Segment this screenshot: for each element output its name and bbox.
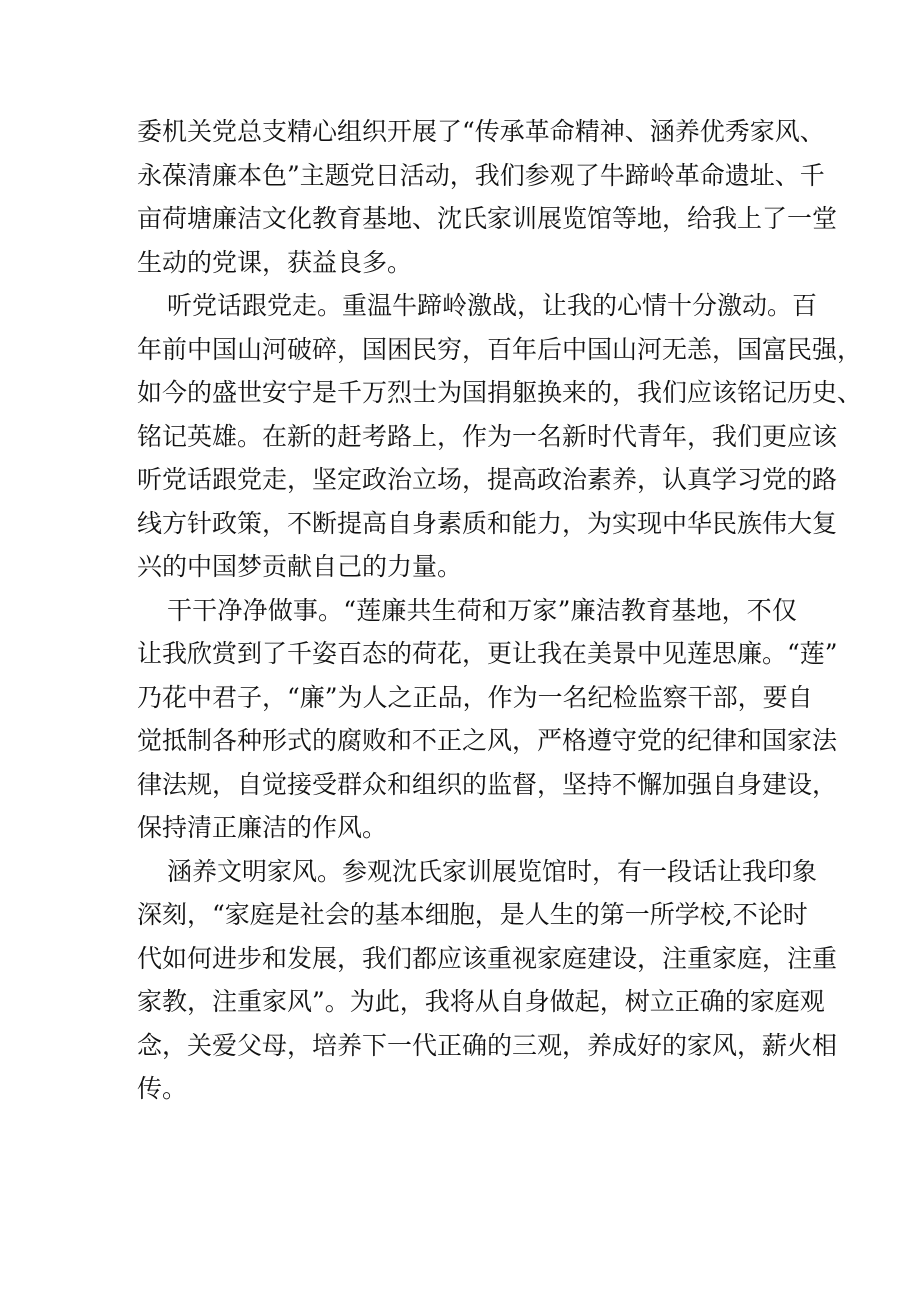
paragraph-2 (137, 284, 863, 589)
text-line: 家教，注重家风”。为此，我将从自身做起，树立正确的家庭观 (137, 987, 825, 1016)
paragraph-3 (137, 589, 838, 850)
text-line: 生动的党课，获益良多。 (137, 247, 413, 277)
text-line: 律法规，自觉接受群众和组织的监督，坚持不懈加强自身建设， (137, 769, 838, 799)
text-line: 传。 (137, 1074, 188, 1103)
text-line: 保持清正廉洁的作风。 (137, 813, 388, 842)
paragraph-1 (137, 110, 838, 284)
text-line: 听党话跟党走，坚定政治立场，提高政治素养，认真学习党的路 (137, 465, 838, 494)
document-body (137, 110, 863, 1111)
text-line: 念，关爱父母，培养下一代正确的三观，养成好的家风，薪火相 (137, 1030, 838, 1060)
text-line: 年前中国山河破碎，国困民穷，百年后中国山河无恙，国富民强， (137, 334, 863, 364)
text-line: 兴的中国梦贡献自己的力量。 (137, 552, 463, 581)
paragraph-4 (137, 850, 838, 1111)
text-line: 让我欣赏到了千姿百态的荷花，更让我在美景中见莲思廉。“莲” (137, 639, 838, 668)
text-line: 干干净净做事。“莲廉共生荷和万家”廉洁教育基地，不仅 (167, 595, 797, 625)
text-line: 委机关党总支精心组织开展了“传承革命精神、涵养优秀家风、 (137, 117, 825, 146)
text-line: 涵养文明家风。参观沈氏家训展览馆时，有一段话让我印象 (167, 856, 818, 886)
text-line: 线方针政策，不断提高自身素质和能力，为实现中华民族伟大复 (137, 508, 838, 538)
text-line: 深刻，“家庭是社会的基本细胞，是人生的第一所学校,不论时 (137, 900, 808, 929)
text-line: 觉抵制各种形式的腐败和不正之风，严格遵守党的纪律和国家法 (137, 726, 838, 755)
text-line: 亩荷塘廉洁文化教育基地、沈氏家训展览馆等地，给我上了一堂 (137, 204, 838, 233)
text-line: 乃花中君子，“廉”为人之正品，作为一名纪检监察干部，要自 (137, 682, 813, 712)
text-line: 永葆清廉本色”主题党日活动，我们参观了牛蹄岭革命遗址、千 (137, 160, 825, 190)
text-line: 代如何进步和发展，我们都应该重视家庭建设，注重家庭，注重 (137, 943, 838, 973)
text-line: 听党话跟党走。重温牛蹄岭激战，让我的心情十分激动。百 (167, 291, 818, 320)
text-line: 铭记英雄。在新的赶考路上，作为一名新时代青年，我们更应该 (137, 421, 838, 451)
text-line: 如今的盛世安宁是千万烈士为国捐躯换来的，我们应该铭记历史、 (137, 378, 863, 407)
